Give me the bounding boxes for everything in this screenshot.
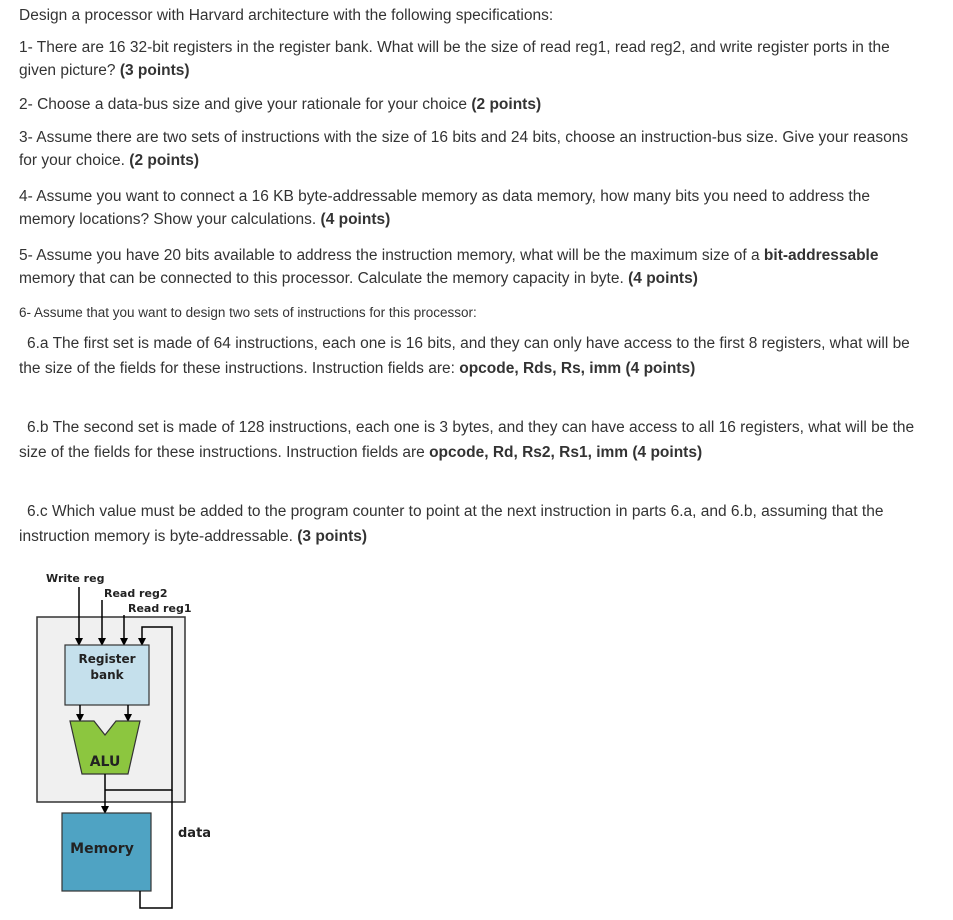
points-label: (3 points) <box>297 528 368 545</box>
question-6b: 6.b The second set is made of 128 instructions, each one is 3 bytes, and they can have access to all 16 registers, what will be the size of the fields for these instructions. Instruction fields are opcode, Rd, Rs2, Rs1, imm (4 points) <box>19 419 915 461</box>
read-reg1-label: Read reg1 <box>128 602 192 615</box>
bold-term: bit-addressable <box>763 247 879 264</box>
register-bank-label-2: bank <box>90 668 124 682</box>
question-4: 4- Assume you want to connect a 16 KB byte-addressable memory as data memory, how many bits you need to address the memory locations? Show your calculations. (4 points) <box>19 188 870 228</box>
fields-label: opcode, Rds, Rs, imm <box>459 360 622 377</box>
read-reg2-label: Read reg2 <box>104 587 168 600</box>
points-label: (4 points) <box>320 211 391 228</box>
points-label: (4 points) <box>625 360 696 377</box>
intro-text: Design a processor with Harvard architecture with the following specifications: <box>19 7 554 24</box>
question-6a: 6.a The first set is made of 64 instructions, each one is 16 bits, and they can only have access to the first 8 registers, what will be the size of the fields for these instructions. Instruction fields are: opcode, Rds, Rs, imm (4 points) <box>19 335 910 377</box>
alu-label: ALU <box>89 754 121 770</box>
processor-diagram <box>0 560 260 920</box>
question-5: 5- Assume you have 20 bits available to address the instruction memory, what will be the maximum size of a bit-addressable memory that can be connected to this processor. Calculate the memory capacity in byte. (4 points) <box>19 247 879 287</box>
question-2: 2- Choose a data-bus size and give your rationale for your choice (2 points) <box>19 96 542 113</box>
question-6c: 6.c Which value must be added to the program counter to point at the next instruction in parts 6.a, and 6.b, assuming that the instruction memory is byte-addressable. (3 points) <box>19 503 884 545</box>
points-label: (3 points) <box>119 62 190 79</box>
memory-label: Memory <box>70 841 134 857</box>
question-6: 6- Assume that you want to design two sets of instructions for this processor: <box>19 305 477 320</box>
question-1: 1- There are 16 32-bit registers in the register bank. What will be the size of read reg1, read reg2, and write register ports in the given picture? (3 points) <box>19 39 890 79</box>
points-label: (4 points) <box>632 444 703 461</box>
points-label: (4 points) <box>628 270 698 287</box>
points-label: (2 points) <box>129 152 200 169</box>
write-reg-label: Write reg <box>46 572 105 585</box>
points-label: (2 points) <box>471 96 542 113</box>
fields-label: opcode, Rd, Rs2, Rs1, imm <box>429 444 629 461</box>
data-label: data <box>178 826 212 841</box>
register-bank-label: Register <box>78 652 136 666</box>
question-3: 3- Assume there are two sets of instructions with the size of 16 bits and 24 bits, choose an instruction-bus size. Give your reasons for your choice. (2 points) <box>19 129 909 169</box>
